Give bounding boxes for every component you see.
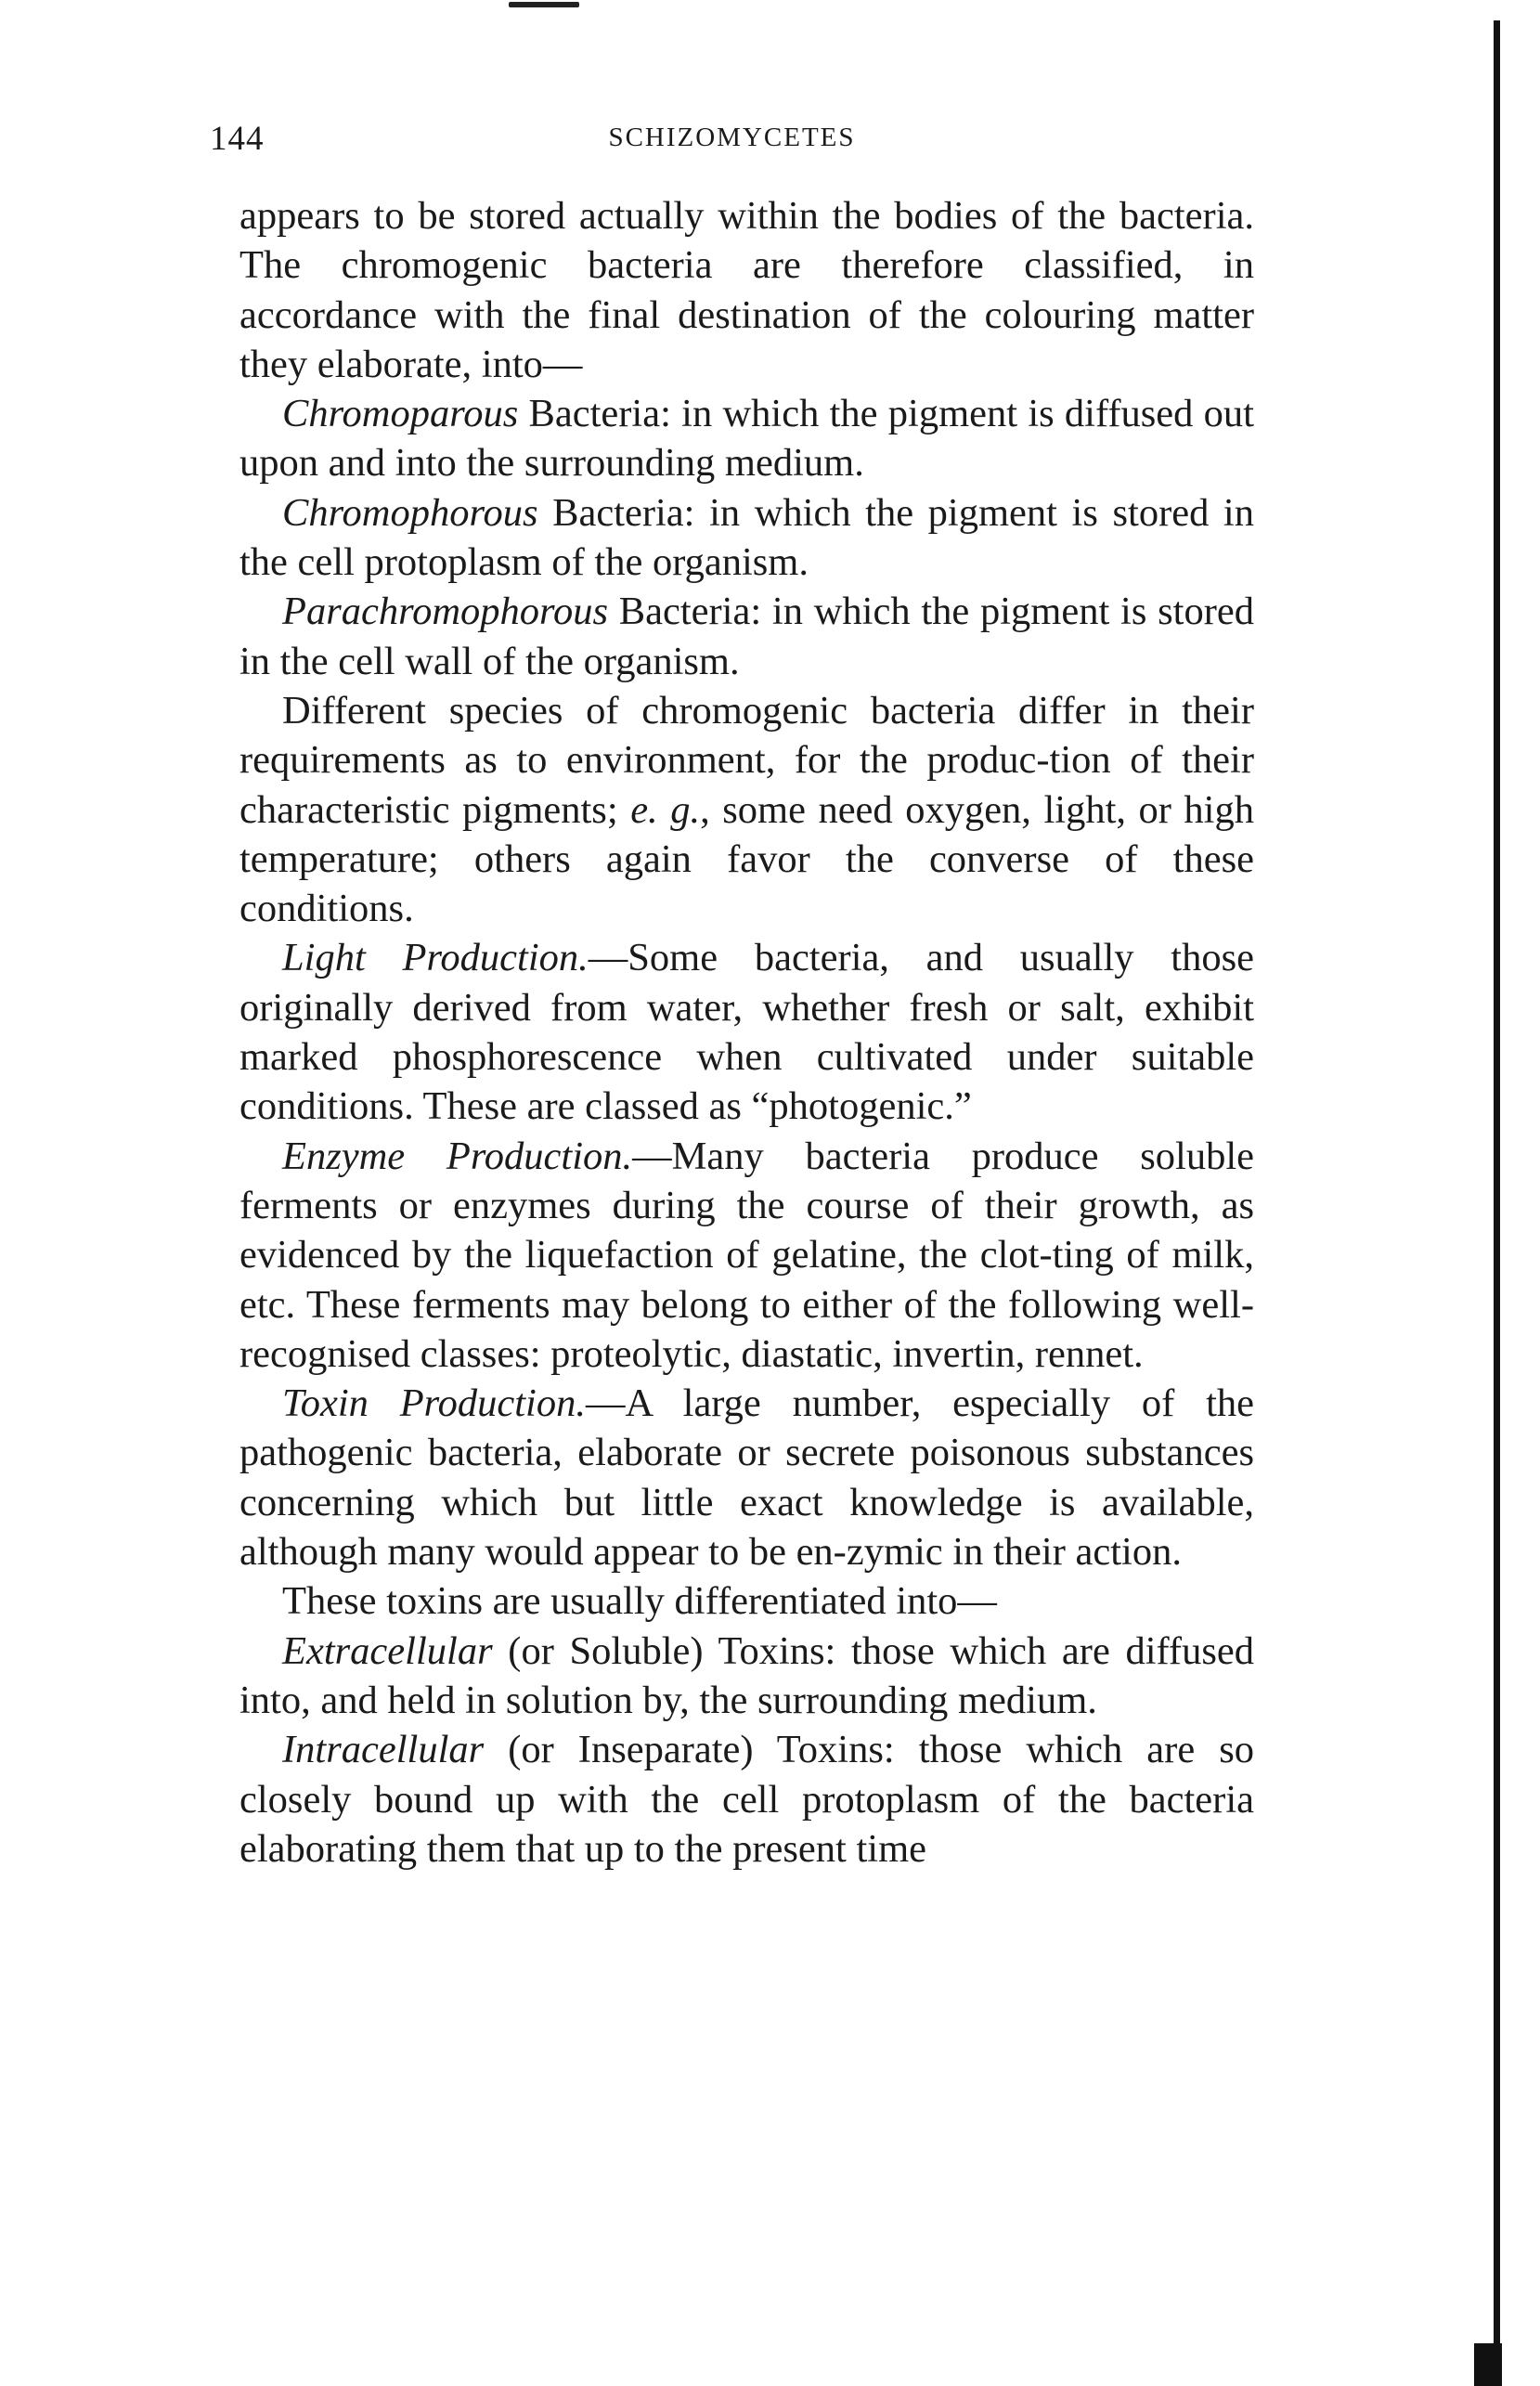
page-edge-rule bbox=[1494, 20, 1500, 2386]
paragraph-text: , some need oxygen, light, or high temperature; others again favor the converse of these conditions. bbox=[239, 787, 1254, 931]
paragraph-continuation bbox=[239, 191, 1254, 389]
heading-light-production: Light Production. bbox=[282, 936, 589, 980]
paragraph-text: —Some bacteria, and usually those originally derived from water, whether fresh or salt, exhibit marked phosphorescence when cultivated under suitable conditions. These are classed as “photogenic.” bbox=[239, 936, 1255, 1129]
paragraph-text: These toxins are usually differentiated into— bbox=[282, 1579, 997, 1624]
term-extracellular: Extracellular bbox=[282, 1628, 493, 1673]
abbreviation-eg: e. g. bbox=[630, 787, 701, 832]
paragraph-intracellular bbox=[239, 1725, 1254, 1874]
paragraph-species-requirements bbox=[239, 686, 1254, 933]
paragraph-text: Bacteria: in which the pigment is diffused out upon and into the surrounding medium. bbox=[239, 392, 1254, 486]
heading-toxin-production: Toxin Production. bbox=[282, 1381, 586, 1426]
paragraph-toxin-classes bbox=[239, 1576, 1254, 1626]
paragraph-toxin-production bbox=[239, 1379, 1254, 1576]
scan-mark bbox=[509, 2, 579, 7]
term-chromophorous: Chromophorous bbox=[282, 490, 538, 535]
page-header bbox=[210, 110, 1254, 165]
term-intracellular: Intracellular bbox=[282, 1728, 485, 1772]
term-parachromophorous: Parachromophorous bbox=[282, 590, 609, 634]
paragraph-text: Bacteria: in which the pigment is stored in the cell wall of the organism. bbox=[239, 590, 1254, 683]
body-text bbox=[239, 191, 1254, 1874]
paragraph-text: —Many bacteria produce soluble ferments or enzymes during the course of their growth, as evidenced by the liquefaction of gelatine, the clot-ting of milk, etc. These ferments may belong to either of the following well-recognised classes: proteolytic, diastatic, invertin, rennet. bbox=[239, 1134, 1254, 1376]
page-edge-foot bbox=[1474, 2343, 1502, 2386]
paragraph-text: —A large number, especially of the pathogenic bacteria, elaborate or secrete poisonous substances concerning which but little exact knowledge is available, although many would appear to be en-zymic in their action. bbox=[239, 1381, 1254, 1575]
paragraph-chromoparous bbox=[239, 389, 1254, 488]
paragraph-text: Different species of chromogenic bacteria differ in their requirements as to environment, for the produc-tion of their characteristic pigments; bbox=[239, 688, 1254, 832]
page-number: 144 bbox=[210, 120, 265, 158]
paragraph-extracellular bbox=[239, 1627, 1254, 1726]
paragraph-light-production bbox=[239, 933, 1254, 1131]
paragraph-chromophorous bbox=[239, 488, 1254, 588]
heading-enzyme-production: Enzyme Production. bbox=[282, 1134, 633, 1178]
paragraph-parachromophorous bbox=[239, 587, 1254, 686]
paragraph-text: (or Inseparate) Toxins: those which are so closely bound up with the cell protoplasm of the bacteria elaborating them that up to the present time bbox=[239, 1728, 1254, 1871]
paragraph-text: appears to be stored actually within the bodies of the bacteria. The chromogenic bacteria are therefore classified, in accordance with the final destination of the colouring matter they elaborate, into— bbox=[239, 194, 1254, 386]
paragraph-text: Bacteria: in which the pigment is stored in the cell protoplasm of the organism. bbox=[239, 490, 1254, 585]
term-chromoparous: Chromoparous bbox=[282, 392, 519, 436]
paragraph-text: (or Soluble) Toxins: those which are diffused into, and held in solution by, the surrounding medium. bbox=[239, 1628, 1254, 1722]
running-head: SCHIZOMYCETES bbox=[608, 123, 856, 152]
paragraph-enzyme-production bbox=[239, 1132, 1254, 1379]
